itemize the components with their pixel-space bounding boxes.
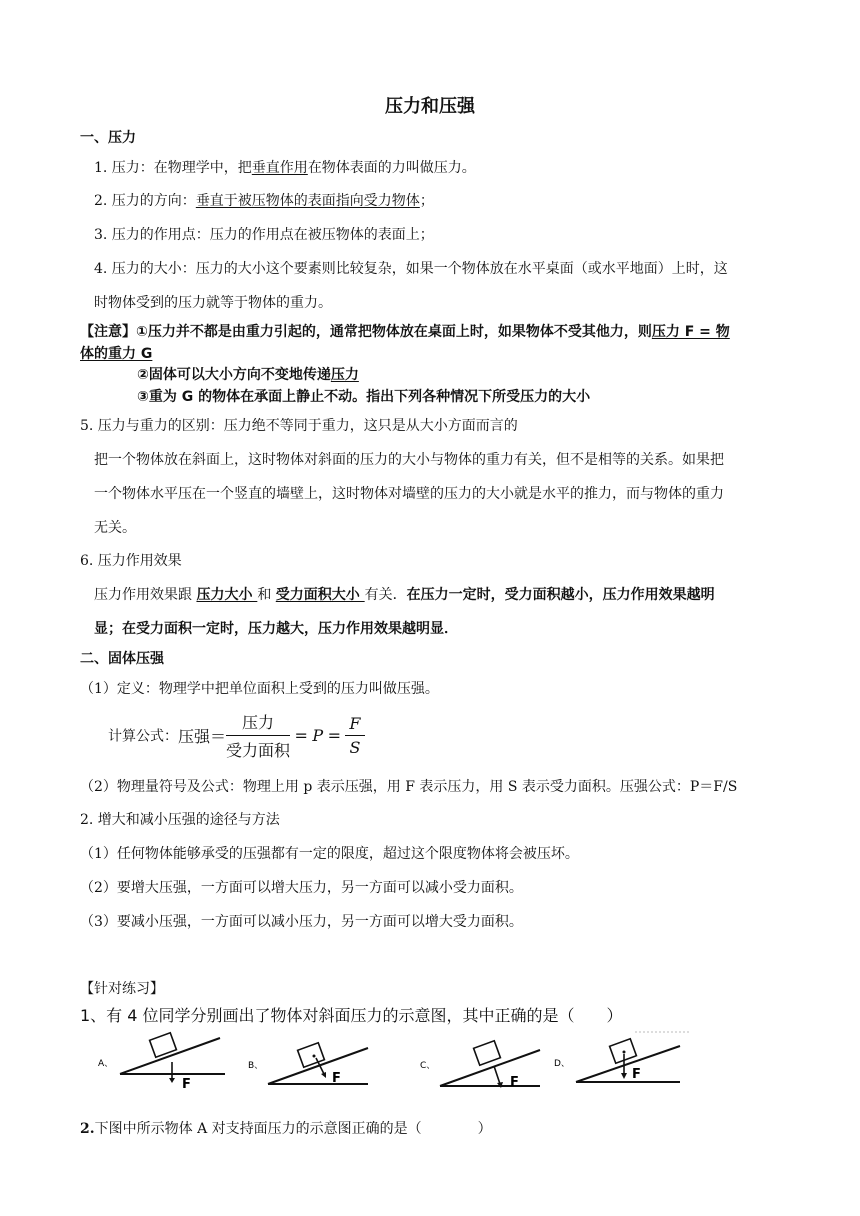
definition: （1）定义：物理学中把单位面积上受到的压力叫做压强。	[80, 681, 439, 697]
para-1	[94, 157, 476, 177]
option-d-label: D、	[554, 1059, 570, 1069]
section1-heading: 一、压力	[80, 130, 136, 146]
para-1-underline: 垂直作用	[251, 160, 308, 176]
para-5: 5. 压力与重力的区别：压力绝不等同于重力，这只是从大小方面而言的	[80, 418, 518, 434]
formula-fraction-1	[226, 710, 290, 761]
page-title: 压力和压强	[385, 96, 475, 117]
para-3: 3. 压力的作用点：压力的作用点在被压物体的表面上；	[94, 227, 434, 243]
option-c-figure	[420, 1041, 540, 1090]
formula-f: F	[345, 714, 364, 736]
formula-fraction-2	[345, 714, 364, 757]
formula-denominator: 受力面积	[226, 741, 291, 760]
method-1: （1）任何物体能够承受的压强都有一定的限度，超过这个限度物体将会被压坏。	[80, 846, 579, 862]
center-point	[313, 1055, 316, 1058]
incline-figures	[90, 1026, 700, 1094]
formula	[108, 710, 365, 761]
force-label: F	[332, 1071, 341, 1086]
note-2-underline: 压力	[330, 367, 359, 383]
force-arrow	[494, 1066, 500, 1084]
para-6-text-b: 有关．	[364, 587, 407, 603]
para-2-text-a: 2. 压力的方向：	[94, 193, 196, 209]
option-a-figure	[98, 1033, 225, 1092]
formula-equals-1: =	[294, 726, 308, 745]
para-6-text-m: 和	[257, 587, 276, 603]
question-1: 1、有 4 位同学分别画出了物体对斜面压力的示意图，其中正确的是（ ）	[80, 1006, 623, 1025]
option-c-label: C、	[420, 1061, 436, 1071]
arrow-head	[169, 1078, 175, 1083]
practice-heading: 【针对练习】	[80, 981, 164, 997]
block	[298, 1043, 325, 1067]
force-label: F	[510, 1075, 519, 1090]
para-6-bold: 在压力一定时，受力面积越小，压力作用效果越明	[406, 587, 715, 603]
methods-heading: 2. 增大和减小压强的途径与方法	[80, 812, 280, 828]
para-1-text-a: 1. 压力：在物理学中，把	[94, 160, 252, 176]
symbols: （2）物理量符号及公式：物理上用 p 表示压强，用 F 表示压力，用 S 表示受力面积。压强公式：P＝F/S	[80, 779, 738, 795]
para-6-line-1	[94, 584, 715, 604]
note-1-underline-2: 体的重力 G	[80, 346, 153, 362]
note-1-text: 【注意】①压力并不都是由重力引起的，通常把物体放在桌面上时，如果物体不受其他力，则	[80, 324, 652, 340]
center-point	[623, 1051, 626, 1054]
note-1-line-2	[80, 343, 152, 363]
note-2	[137, 364, 359, 384]
question-2	[80, 1118, 492, 1138]
para-6-underline-1: 压力大小	[196, 587, 258, 603]
question-2-number: 2.	[80, 1121, 95, 1137]
para-2	[94, 190, 434, 210]
question-2-text: 下图中所示物体 A 对支持面压力的示意图正确的是（ ）	[94, 1121, 492, 1137]
block	[150, 1033, 177, 1057]
para-5-line-1: 把一个物体放在斜面上，这时物体对斜面的压力的大小与物体的重力有关，但不是相等的关系。如果把	[94, 452, 724, 468]
note-2-text: ②固体可以大小方向不变地传递	[137, 367, 331, 383]
option-a-label: A、	[98, 1059, 114, 1069]
option-b-label: B、	[248, 1061, 264, 1071]
formula-s: S	[349, 738, 361, 757]
para-6-underline-2: 受力面积大小	[275, 587, 365, 603]
note-3: ③重为 G 的物体在承面上静止不动。指出下列各种情况下所受压力的大小	[137, 389, 591, 405]
force-label: F	[182, 1077, 191, 1092]
para-4-line-2: 时物体受到的压力就等于物体的重力。	[94, 295, 332, 311]
para-1-text-b: 在物体表面的力叫做压力。	[307, 160, 476, 176]
para-5-line-2: 一个物体水平压在一个竖直的墙壁上，这时物体对墙壁的压力的大小就是水平的推力，而与物体的重力	[94, 486, 724, 502]
option-d-figure	[554, 1039, 680, 1082]
para-6-line-2: 显；在受力面积一定时，压力越大，压力作用效果越明显．	[94, 621, 458, 637]
method-3: （3）要减小压强，一方面可以减小压力，另一方面可以增大受力面积。	[80, 914, 523, 930]
force-label: F	[632, 1067, 641, 1082]
para-5-line-3: 无关。	[94, 520, 136, 536]
note-1-underline: 压力 F = 物	[651, 324, 730, 340]
formula-p: P	[312, 726, 324, 745]
formula-numerator: 压力	[226, 710, 290, 736]
formula-lhs: 压强＝	[178, 727, 227, 746]
para-4-line-1: 4. 压力的大小：压力的大小这个要素则比较复杂，如果一个物体放在水平桌面（或水平地面）上时，这	[94, 261, 728, 277]
formula-label: 计算公式：	[108, 728, 178, 745]
para-2-underline: 垂直于被压物体的表面指向受力物体	[195, 193, 420, 209]
para-2-text-b: ；	[419, 193, 434, 209]
para-6: 6. 压力作用效果	[80, 553, 182, 569]
block	[474, 1041, 501, 1065]
note-1-line-1	[80, 321, 730, 341]
formula-equals-2: =	[327, 726, 341, 745]
method-2: （2）要增大压强，一方面可以增大压力，另一方面可以减小受力面积。	[80, 880, 523, 896]
arrow-head	[621, 1073, 627, 1079]
option-b-figure	[248, 1043, 368, 1086]
section2-heading: 二、固体压强	[80, 651, 164, 667]
para-6-text-a: 压力作用效果跟	[94, 587, 197, 603]
